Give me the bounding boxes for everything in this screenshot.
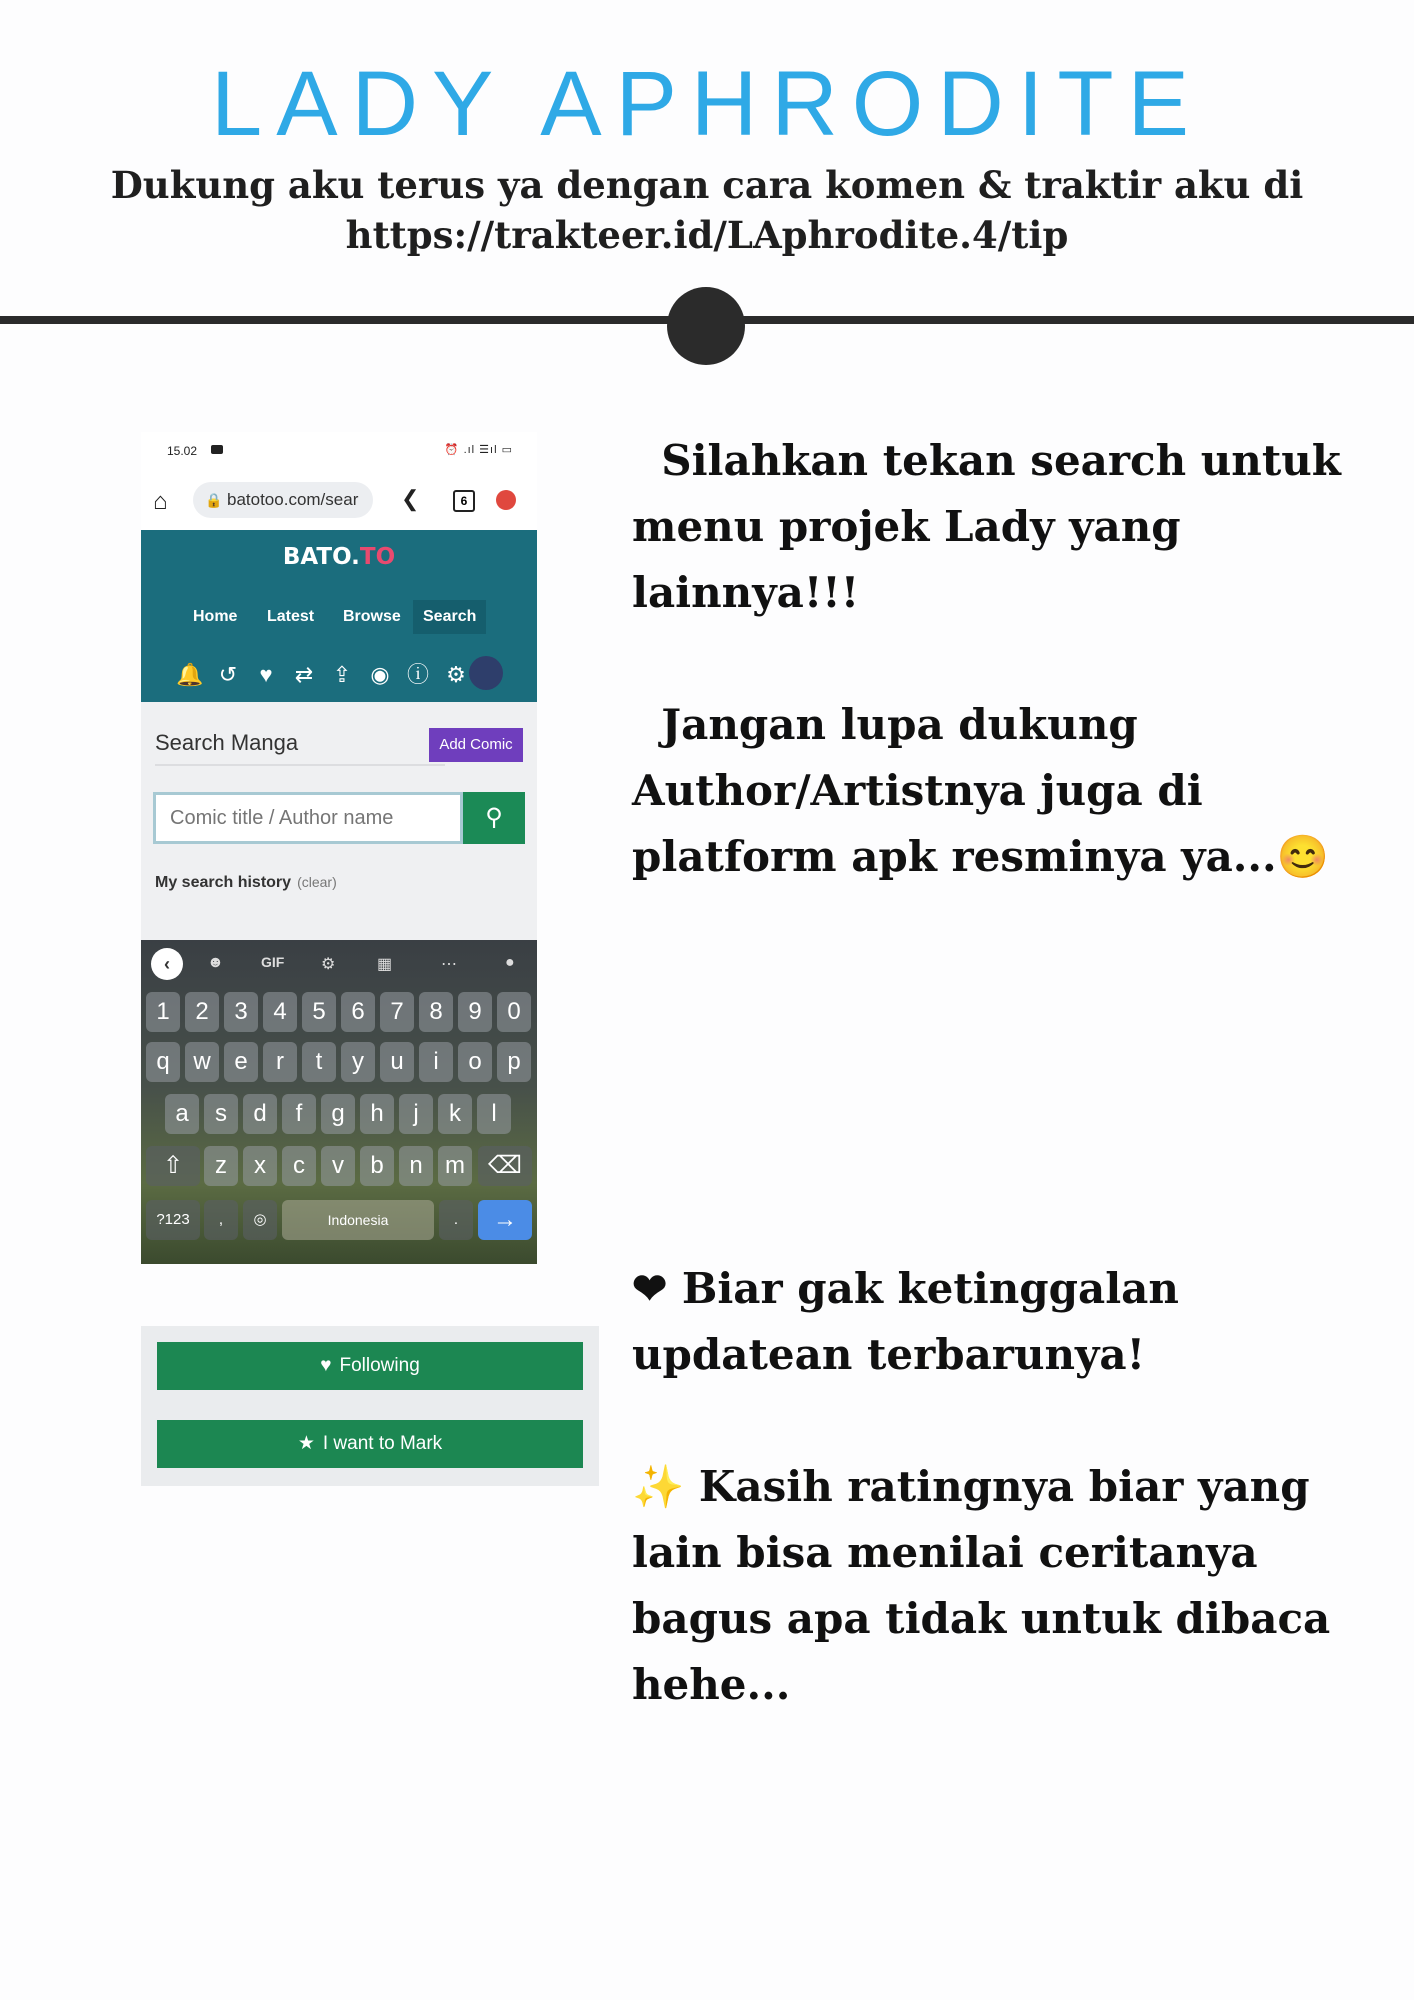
add-comic-button[interactable]: Add Comic: [429, 728, 523, 762]
comma-key[interactable]: ,: [204, 1200, 238, 1240]
heart-icon[interactable]: ♥: [259, 662, 273, 687]
key-p[interactable]: p: [497, 1042, 531, 1082]
heading-underline: [155, 764, 445, 766]
logo-main: BATO.: [282, 544, 360, 570]
site-nav: [141, 600, 537, 634]
key-s[interactable]: s: [204, 1094, 238, 1134]
text-line: ✨ Kasih ratingnya biar yang: [632, 1462, 1310, 1511]
phone-screenshot: [141, 432, 537, 1264]
browser-menu-icon[interactable]: [496, 490, 516, 510]
history-label: My search history: [155, 874, 292, 891]
text-line: menu projek Lady yang: [632, 502, 1181, 551]
key-6[interactable]: 6: [341, 992, 375, 1032]
site-header: [141, 530, 537, 702]
text-line: bagus apa tidak untuk dibaca: [632, 1594, 1331, 1643]
browser-toolbar: [141, 468, 537, 530]
keyboard-toolbar: [141, 940, 537, 988]
mark-button[interactable]: [157, 1420, 583, 1468]
gif-button[interactable]: GIF: [261, 954, 285, 970]
page-subtitle: [0, 160, 1414, 260]
heart-icon: ♥: [320, 1355, 332, 1376]
bell-icon[interactable]: 🔔: [176, 662, 204, 687]
key-y[interactable]: y: [341, 1042, 375, 1082]
symbols-key[interactable]: ?123: [146, 1200, 200, 1240]
history-clear-link[interactable]: (clear): [297, 874, 337, 890]
subtitle-link[interactable]: https://trakteer.id/LAphrodite.4/tip: [345, 213, 1069, 257]
key-r[interactable]: r: [263, 1042, 297, 1082]
search-heading: Search Manga: [155, 730, 299, 755]
language-globe-key[interactable]: ◎: [243, 1200, 277, 1240]
key-z[interactable]: z: [204, 1146, 238, 1186]
key-8[interactable]: 8: [419, 992, 453, 1032]
status-bar: [141, 432, 537, 468]
enter-key[interactable]: →: [478, 1200, 532, 1240]
shuffle-icon[interactable]: ⇄: [294, 662, 314, 687]
space-key[interactable]: Indonesia: [282, 1200, 434, 1240]
paragraph-follow: [632, 1256, 1392, 1388]
microphone-icon[interactable]: ●: [505, 954, 515, 971]
text-line: lainnya!!!: [632, 568, 860, 617]
key-2[interactable]: 2: [185, 992, 219, 1032]
following-label: Following: [339, 1355, 420, 1376]
divider-dot: [667, 287, 745, 365]
upload-icon[interactable]: ⇪: [332, 662, 352, 687]
star-icon: ★: [297, 1433, 315, 1454]
history-icon[interactable]: ↺: [218, 662, 238, 687]
search-icon: ⚲: [485, 804, 503, 831]
key-d[interactable]: d: [243, 1094, 277, 1134]
search-history: [155, 874, 337, 892]
following-button[interactable]: [157, 1342, 583, 1390]
key-n[interactable]: n: [399, 1146, 433, 1186]
site-logo[interactable]: [141, 544, 537, 570]
on-screen-keyboard: [141, 940, 537, 1264]
info-icon[interactable]: ⓘ: [406, 662, 429, 687]
period-key[interactable]: .: [439, 1200, 473, 1240]
search-button[interactable]: [463, 792, 525, 844]
more-icon[interactable]: ⋯: [441, 956, 457, 973]
paragraph-rating: [632, 1454, 1392, 1718]
text-line: hehe...: [632, 1660, 791, 1709]
keyboard-back-icon[interactable]: ‹: [151, 948, 183, 980]
nav-browse[interactable]: Browse: [343, 608, 401, 625]
key-k[interactable]: k: [438, 1094, 472, 1134]
text-line: updatean terbarunya!: [632, 1330, 1146, 1379]
key-g[interactable]: g: [321, 1094, 355, 1134]
page-title: LADY APHRODITE: [211, 53, 1203, 155]
text-line: Silahkan tekan search untuk: [632, 436, 1341, 485]
address-bar[interactable]: [193, 482, 373, 518]
key-3[interactable]: 3: [224, 992, 258, 1032]
nav-home[interactable]: Home: [193, 608, 238, 625]
key-q[interactable]: q: [146, 1042, 180, 1082]
status-time: 15.02: [167, 444, 198, 458]
recording-icon: [211, 445, 223, 454]
key-l[interactable]: l: [477, 1094, 511, 1134]
paragraph-search-hint: [632, 428, 1392, 626]
key-7[interactable]: 7: [380, 992, 414, 1032]
key-b[interactable]: b: [360, 1146, 394, 1186]
key-v[interactable]: v: [321, 1146, 355, 1186]
key-m[interactable]: m: [438, 1146, 472, 1186]
nav-search[interactable]: Search: [413, 600, 486, 634]
key-h[interactable]: h: [360, 1094, 394, 1134]
text-line: platform apk resminya ya...😊: [632, 832, 1329, 881]
key-x[interactable]: x: [243, 1146, 277, 1186]
follow-panel: [141, 1326, 599, 1486]
paragraph-support-author: [632, 692, 1392, 890]
signal-icons: ⏰ .ıl ☰ıl ▭: [444, 444, 513, 456]
key-9[interactable]: 9: [458, 992, 492, 1032]
avatar[interactable]: [469, 656, 503, 690]
key-o[interactable]: o: [458, 1042, 492, 1082]
text-line: ❤ Biar gak ketinggalan: [632, 1264, 1179, 1313]
key-i[interactable]: i: [419, 1042, 453, 1082]
backspace-key[interactable]: ⌫: [478, 1146, 532, 1186]
nav-latest[interactable]: Latest: [267, 608, 315, 625]
key-f[interactable]: f: [282, 1094, 316, 1134]
key-c[interactable]: c: [282, 1146, 316, 1186]
home-icon[interactable]: ⌂: [153, 488, 168, 515]
translate-icon[interactable]: ▦: [377, 956, 393, 973]
text-line: lain bisa menilai ceritanya: [632, 1528, 1258, 1577]
key-a[interactable]: a: [165, 1094, 199, 1134]
url-text: batotoo.com/sear: [227, 490, 359, 509]
keyboard-settings-icon[interactable]: ⚙: [321, 956, 336, 973]
gear-icon[interactable]: ⚙: [446, 662, 466, 687]
search-section: [141, 702, 537, 940]
shift-key[interactable]: ⇧: [146, 1146, 200, 1186]
key-e[interactable]: e: [224, 1042, 258, 1082]
header-icon-row: [171, 658, 475, 689]
text-line: Author/Artistnya juga di: [632, 766, 1203, 815]
tabs-icon[interactable]: 6: [453, 490, 475, 512]
mark-label: I want to Mark: [322, 1433, 443, 1454]
sticker-icon[interactable]: ☻: [207, 954, 224, 971]
key-t[interactable]: t: [302, 1042, 336, 1082]
key-j[interactable]: j: [399, 1094, 433, 1134]
key-0[interactable]: 0: [497, 992, 531, 1032]
key-4[interactable]: 4: [263, 992, 297, 1032]
discord-icon[interactable]: ◉: [370, 662, 390, 687]
key-w[interactable]: w: [185, 1042, 219, 1082]
key-5[interactable]: 5: [302, 992, 336, 1032]
lock-icon: 🔒: [205, 492, 223, 508]
key-u[interactable]: u: [380, 1042, 414, 1082]
text-line: Jangan lupa dukung: [632, 700, 1138, 749]
logo-tld: TO: [359, 544, 396, 570]
key-1[interactable]: 1: [146, 992, 180, 1032]
search-input[interactable]: [153, 792, 463, 844]
subtitle-line-1: Dukung aku terus ya dengan cara komen & traktir aku di: [110, 163, 1304, 207]
share-icon[interactable]: ❮: [401, 486, 420, 511]
